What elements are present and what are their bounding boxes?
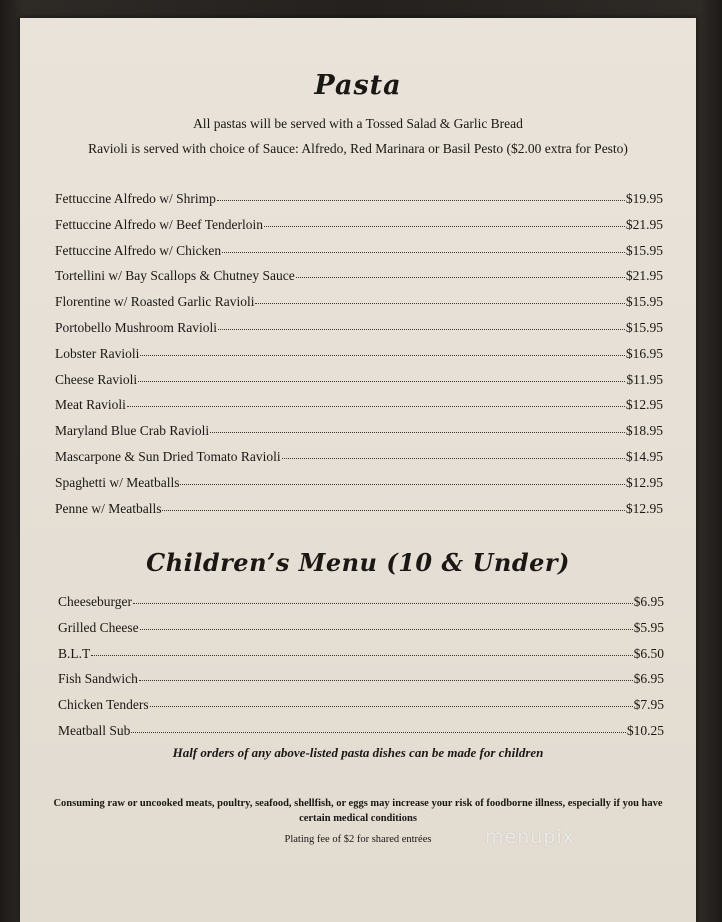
dot-leader [140, 355, 625, 356]
item-name: B.L.T [58, 645, 91, 661]
menu-item [55, 191, 663, 217]
ravioli-sauce-note: Ravioli is served with choice of Sauce: Alfredo, Red Marinara or Basil Pesto ($2.00 extra for Pesto) [88, 141, 628, 156]
item-name: Cheese Ravioli [55, 371, 138, 387]
item-price: $10.25 [626, 722, 664, 738]
menu-item [58, 646, 664, 672]
plating-fee-note: Plating fee of $2 for shared entrées [284, 834, 432, 845]
item-price: $21.95 [625, 268, 663, 284]
item-name: Fish Sandwich [58, 671, 138, 687]
item-price: $16.95 [625, 345, 663, 361]
menu-item [55, 372, 663, 398]
pasta-title: Pasta [314, 70, 402, 101]
item-price: $11.95 [626, 371, 663, 387]
item-price: $6.50 [633, 645, 664, 661]
item-name: Mascarpone & Sun Dried Tomato Ravioli [55, 448, 281, 464]
item-price: $15.95 [625, 319, 663, 335]
item-price: $12.95 [625, 474, 663, 490]
item-name: Maryland Blue Crab Ravioli [55, 423, 210, 439]
item-name: Tortellini w/ Bay Scallops & Chutney Sauce [55, 268, 295, 284]
item-price: $19.95 [625, 191, 663, 206]
menu-item [55, 449, 663, 475]
dot-leader [255, 303, 624, 304]
dot-leader [218, 329, 625, 330]
menu-item [55, 397, 663, 423]
dot-leader [296, 277, 625, 278]
pasta-item-list [55, 191, 663, 526]
item-name: Fettuccine Alfredo w/ Chicken [55, 242, 222, 258]
childrens-item-list [58, 594, 664, 749]
dot-leader [127, 406, 625, 407]
item-price: $14.95 [625, 448, 663, 464]
childrens-menu-title: Children’s Menu (10 & Under) [146, 548, 570, 577]
pasta-sides-note: All pastas will be served with a Tossed Salad & Garlic Bread [193, 116, 523, 131]
menu-item [58, 620, 664, 646]
item-name: Fettuccine Alfredo w/ Beef Tenderloin [55, 216, 263, 232]
item-price: $7.95 [633, 697, 664, 713]
item-name: Lobster Ravioli [55, 345, 140, 361]
dot-leader [222, 252, 625, 253]
dot-leader [91, 655, 632, 656]
menu-item [55, 268, 663, 294]
dot-leader [210, 432, 625, 433]
dot-leader [180, 484, 624, 485]
menu-item [58, 594, 664, 620]
item-price: $6.95 [633, 671, 664, 687]
item-price: $21.95 [625, 216, 663, 232]
dot-leader [139, 680, 633, 681]
item-name: Meatball Sub [58, 722, 131, 738]
menu-item [55, 243, 663, 269]
item-name: Spaghetti w/ Meatballs [55, 474, 180, 490]
item-price: $15.95 [625, 294, 663, 310]
dot-leader [138, 381, 625, 382]
item-price: $5.95 [633, 619, 664, 635]
menu-item [55, 217, 663, 243]
menu-item [58, 671, 664, 697]
item-name: Florentine w/ Roasted Garlic Ravioli [55, 294, 255, 310]
menu-item [55, 320, 663, 346]
dot-leader [140, 629, 633, 630]
menu-item [55, 501, 663, 527]
menu-page [20, 18, 696, 922]
item-name: Chicken Tenders [58, 697, 149, 713]
item-name: Meat Ravioli [55, 397, 126, 413]
dot-leader [131, 732, 626, 733]
item-name: Grilled Cheese [58, 619, 139, 635]
food-safety-warning: Consuming raw or uncooked meats, poultry, seafood, shellfish, or eggs may increase your risk of foodborne illness, especially if you have certain medical conditions [53, 798, 663, 824]
item-price: $6.95 [633, 594, 664, 609]
dot-leader [133, 603, 633, 604]
item-name: Cheeseburger [58, 594, 132, 609]
item-price: $12.95 [625, 397, 663, 413]
item-price: $15.95 [625, 242, 663, 258]
dot-leader [150, 706, 633, 707]
menu-item [55, 294, 663, 320]
item-name: Portobello Mushroom Ravioli [55, 319, 217, 335]
item-price: $12.95 [625, 500, 663, 516]
dot-leader [217, 200, 625, 201]
menu-item [58, 697, 664, 723]
half-order-note: Half orders of any above-listed pasta dishes can be made for children [172, 745, 544, 760]
menupix-watermark: menupix [485, 826, 575, 848]
dot-leader [264, 226, 625, 227]
menu-item [55, 346, 663, 372]
menu-item [55, 423, 663, 449]
item-name: Penne w/ Meatballs [55, 500, 162, 516]
dot-leader [282, 458, 625, 459]
item-name: Fettuccine Alfredo w/ Shrimp [55, 191, 216, 206]
item-price: $18.95 [625, 423, 663, 439]
dot-leader [162, 510, 624, 511]
menu-item [55, 475, 663, 501]
